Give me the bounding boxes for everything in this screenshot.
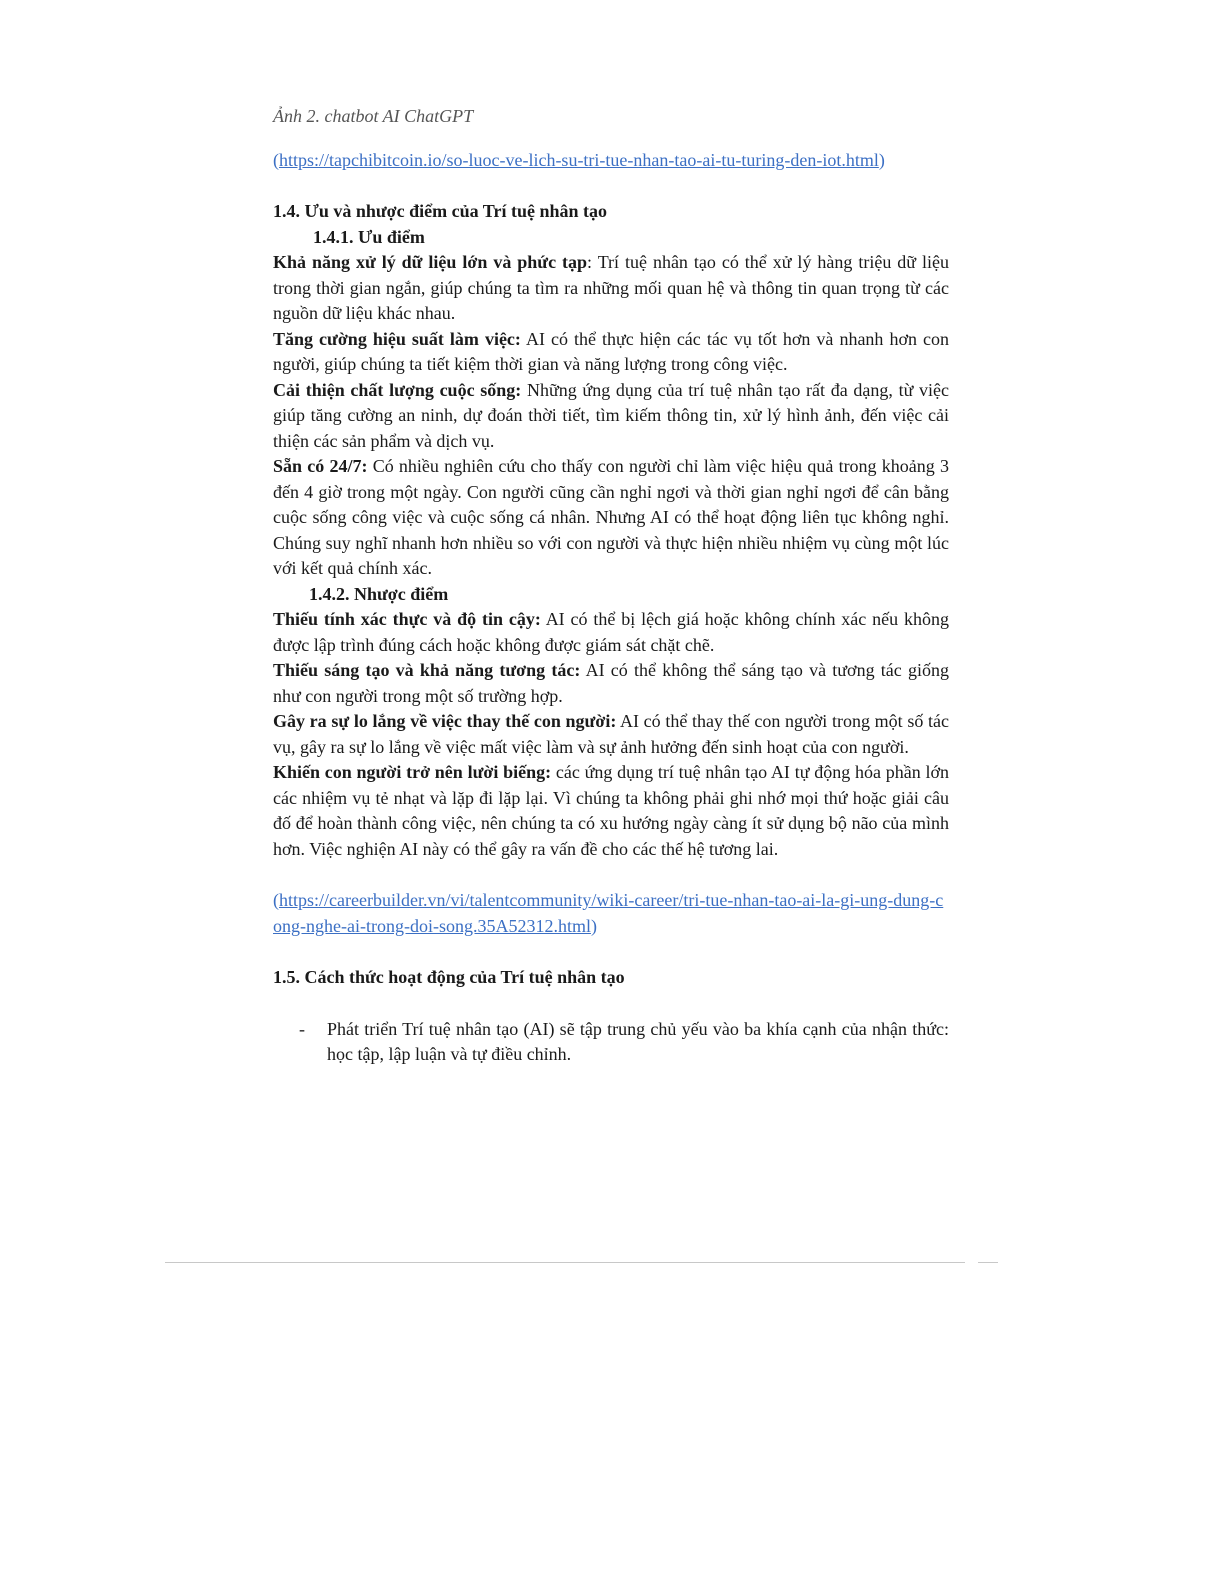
source-url-2[interactable]: https://careerbuilder.vn/vi/talentcommunity/wiki-career/tri-tue-nhan-tao-ai-la-gi-ung-dung-cong-nghe-ai-trong-doi-song.35A52312.html (273, 890, 944, 936)
advantage-text: Trí tuệ nhân tạo có thể xử lý hàng triệu dữ liệu trong thời gian ngắn, giúp chúng ta tìm ra những mối quan hệ và thông tin quan trọng từ các nguồn dữ liệu khác nhau. (273, 252, 949, 323)
advantage-text: Những ứng dụng của trí tuệ nhân tạo rất đa dạng, từ việc giúp tăng cường an ninh, dự đoán thời tiết, tìm kiếm thông tin, xử lý hình ảnh, đến việc cải thiện các sản phẩm và dịch vụ. (273, 379, 950, 451)
advantage-text: AI có thể thực hiện các tác vụ tốt hơn và nhanh hơn con người, giúp chúng ta tiết kiệm thời gian và năng lượng trong công việc. (273, 328, 949, 374)
disadvantage-term: Khiến con người trở nên lười biếng: (273, 762, 552, 782)
disadvantage-text: các ứng dụng trí tuệ nhân tạo AI tự động hóa phần lớn các nhiệm vụ tẻ nhạt và lặp đi lặp lại. Vì chúng ta không phải ghi nhớ mọi thứ hoặc giải câu đố để hoàn thành công việc, nên chúng ta có xu hướng ngày càng ít sử dụng bộ não của mình hơn. Việc nghiện AI này có thể gây ra vấn đề cho các thế hệ tương lai. (273, 762, 950, 859)
paren-open: ( (273, 149, 279, 170)
disadvantage-paragraph (273, 658, 949, 709)
source-link-2 (273, 888, 949, 939)
advantage-term: Khả năng xử lý dữ liệu lớn và phức tạp (273, 252, 588, 272)
advantage-text: Có nhiều nghiên cứu cho thấy con người chỉ làm việc hiệu quả trong khoảng 3 đến 4 giờ trong một ngày. Con người cũng cần nghỉ ngơi và thời gian nghỉ ngơi để cân bằng cuộc sống công việc và cuộc sống cá nhân. Nhưng AI có thể hoạt động liên tục không nghỉ. Chúng suy nghĩ nhanh hơn nhiều so với con người và thực hiện nhiều nhiệm vụ cùng một lúc với kết quả chính xác. (273, 456, 950, 578)
advantage-term: Sẵn có 24/7: (273, 456, 368, 476)
figure-caption: Ảnh 2. chatbot AI ChatGPT (273, 106, 474, 126)
disadvantage-paragraph (273, 709, 949, 760)
list-item (273, 1017, 949, 1068)
disadvantage-text: AI có thể không thể sáng tạo và tương tác giống như con người trong một số trường hợp. (273, 660, 949, 706)
disadvantage-term: Gây ra sự lo lắng về việc thay thế con người: (273, 711, 617, 731)
heading-1-4-1: 1.4.1. Ưu điểm (313, 226, 425, 247)
disadvantage-term: Thiếu tính xác thực và độ tin cậy: (273, 609, 541, 629)
dash-marker: - (299, 1018, 305, 1039)
advantage-term: Cải thiện chất lượng cuộc sống: (273, 379, 522, 400)
disadvantage-paragraph (273, 760, 949, 862)
disadvantage-paragraph (273, 607, 949, 658)
advantage-paragraph (273, 378, 949, 455)
disadvantage-text: AI có thể thay thế con người trong một số tác vụ, gây ra sự lo lắng về việc mất việc làm và sự ảnh hưởng đến sinh hoạt của con người. (273, 711, 949, 757)
disadvantage-text: AI có thể bị lệch giá hoặc không chính xác nếu không được lập trình đúng cách hoặc không được giám sát chặt chẽ. (273, 609, 949, 655)
advantage-paragraph (273, 250, 949, 327)
source-link-1 (273, 148, 949, 174)
paren-close: ) (590, 915, 597, 936)
page-divider (165, 1262, 965, 1263)
bullet-list (273, 1017, 949, 1068)
list-item-text: Phát triển Trí tuệ nhân tạo (AI) sẽ tập trung chủ yếu vào ba khía cạnh của nhận thức: học tập, lập luận và tự điều chỉnh. (327, 1018, 949, 1064)
paren-open: ( (273, 890, 279, 910)
heading-1-4: 1.4. Ưu và nhược điểm của Trí tuệ nhân tạo (273, 201, 607, 221)
advantage-paragraph (273, 327, 949, 378)
source-url-1[interactable]: https://tapchibitcoin.io/so-luoc-ve-lich-su-tri-tue-nhan-tao-ai-tu-turing-den-iot.html (279, 149, 879, 170)
advantages-list (273, 250, 949, 582)
disadvantage-term: Thiếu sáng tạo và khả năng tương tác: (273, 660, 581, 680)
heading-1-5: 1.5. Cách thức hoạt động của Trí tuệ nhân tạo (273, 967, 625, 987)
advantage-separator: : (587, 252, 598, 272)
page-divider-tail (978, 1262, 998, 1263)
advantage-term: Tăng cường hiệu suất làm việc: (273, 328, 521, 349)
disadvantages-list (273, 607, 949, 862)
paren-close: ) (878, 149, 885, 170)
heading-1-4-2: 1.4.2. Nhược điểm (309, 583, 449, 604)
advantage-paragraph (273, 454, 949, 582)
page-content (273, 104, 949, 1068)
